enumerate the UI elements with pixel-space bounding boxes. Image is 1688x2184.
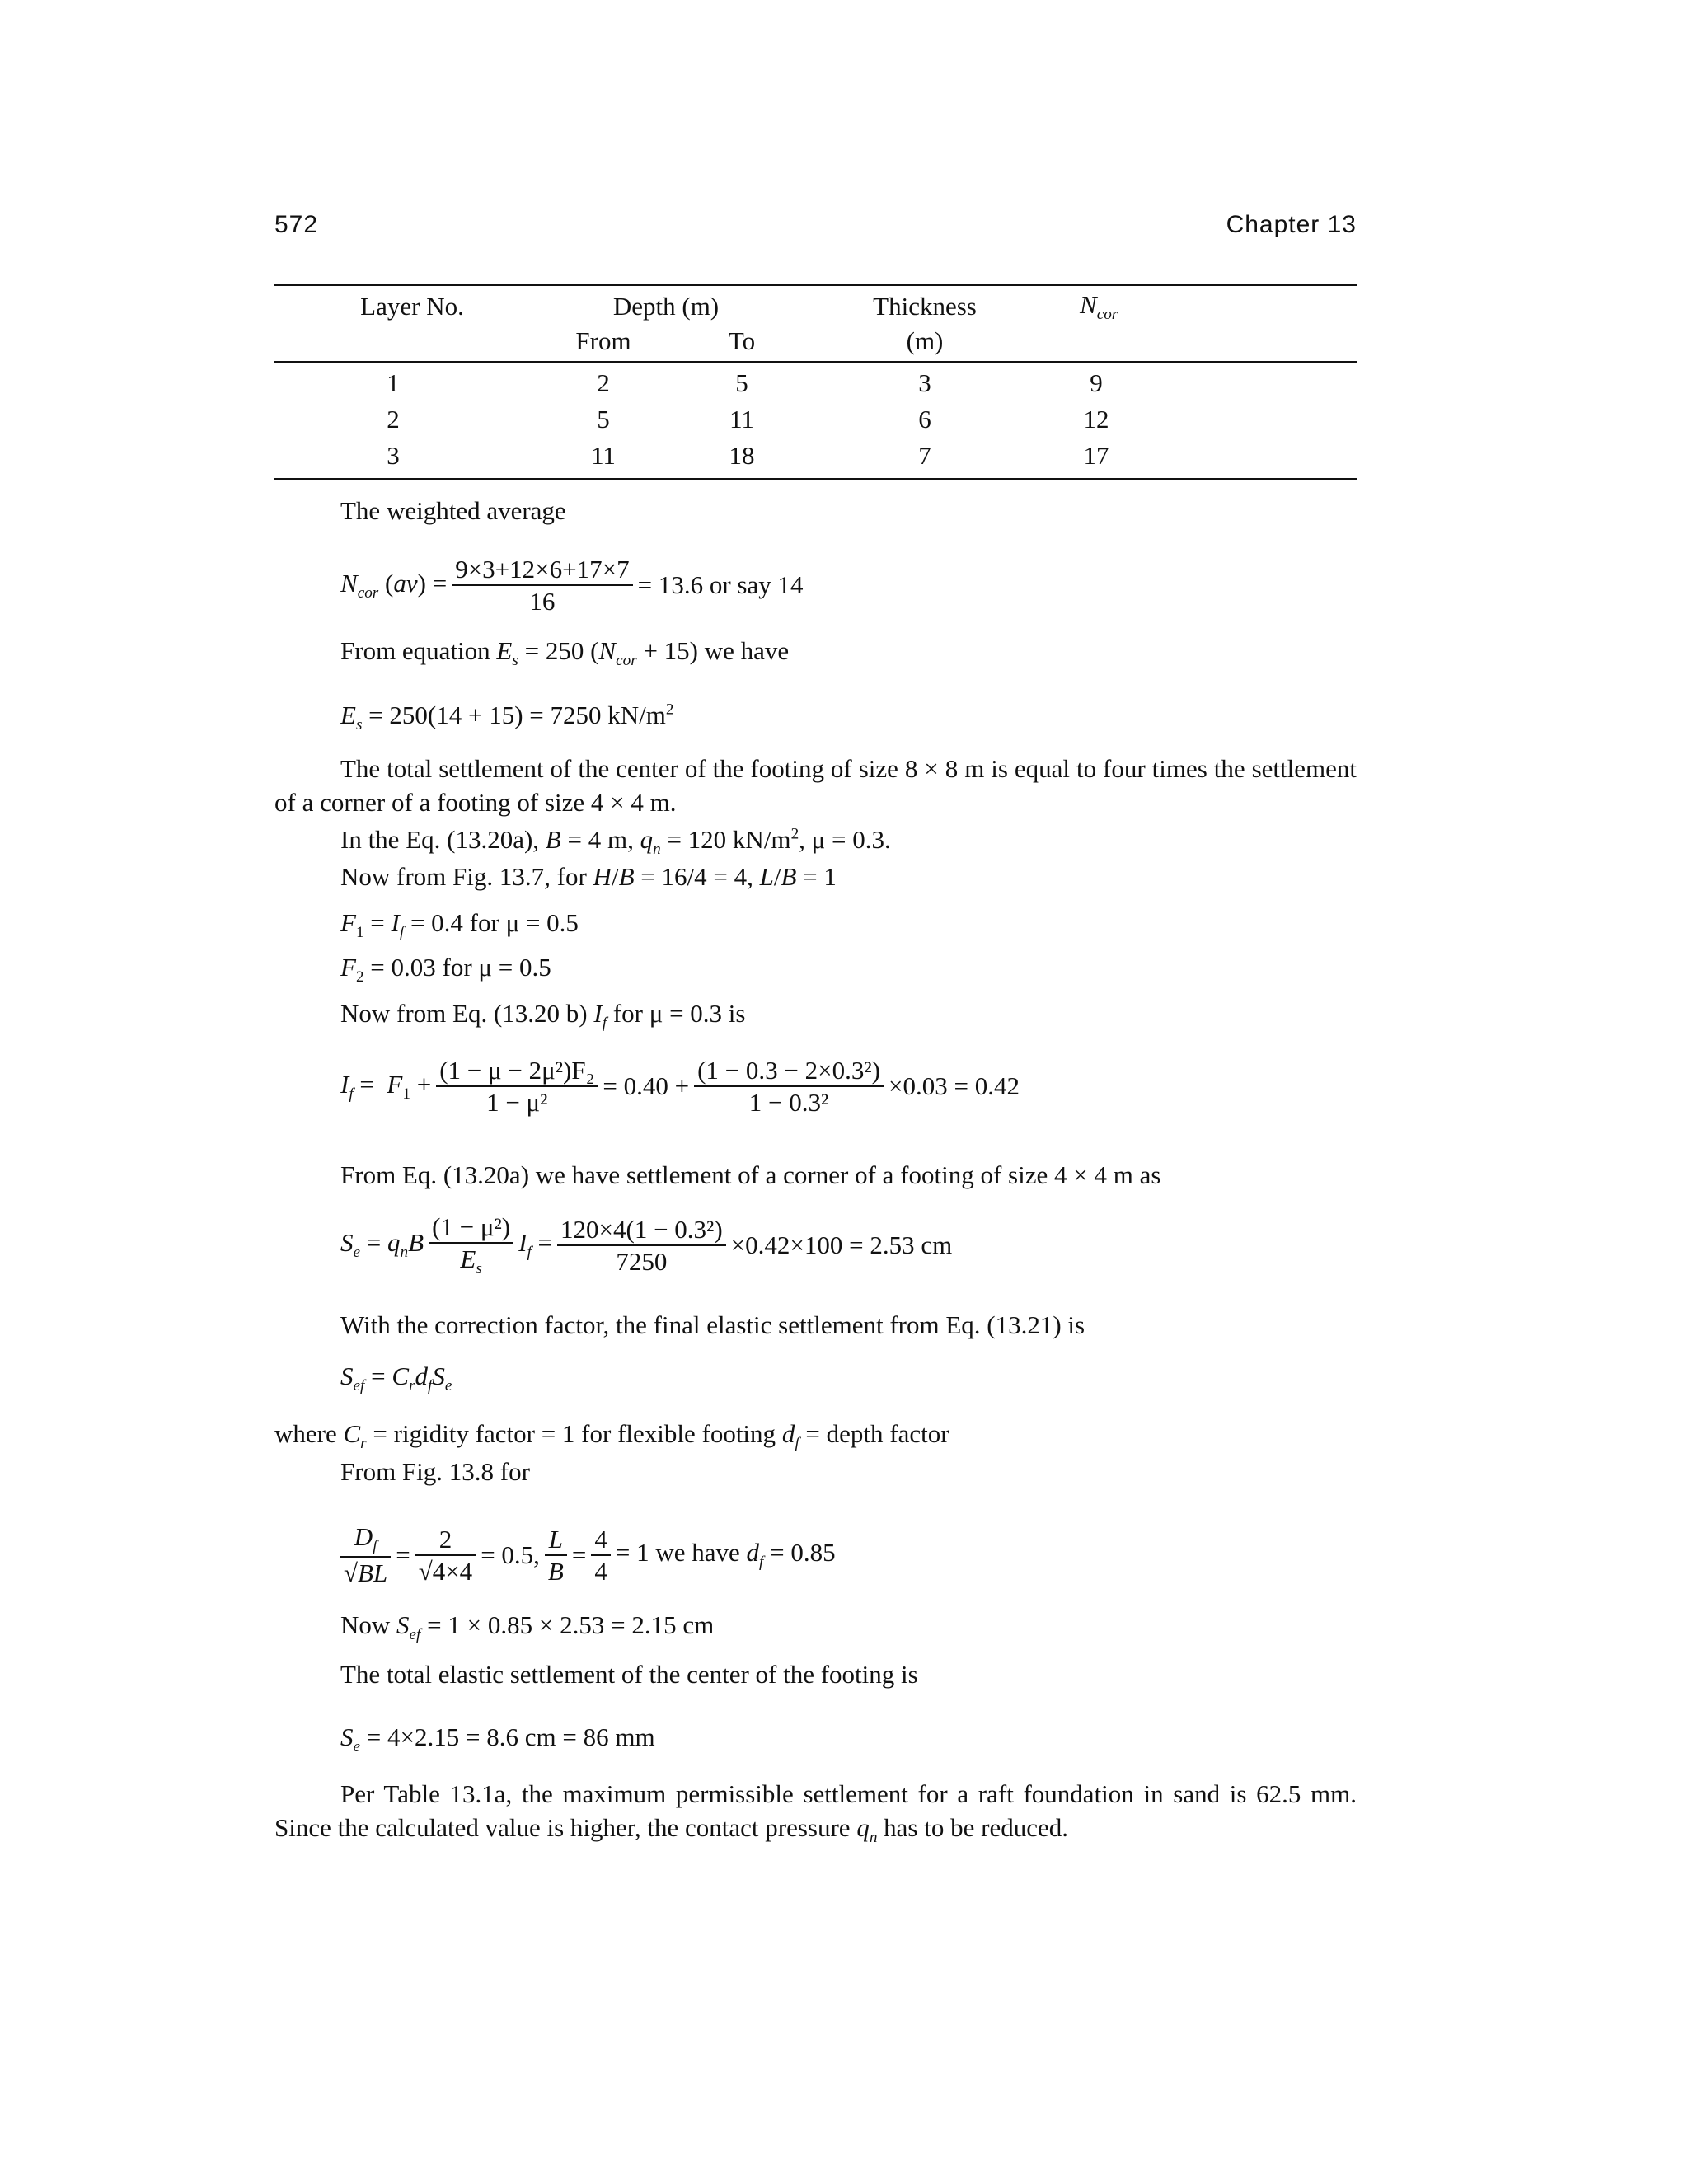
corner-settlement-intro: From Eq. (13.20a) we have settlement of a corner of a footing of size 4 × 4 m as <box>340 1160 1161 1189</box>
where-line: where $C_r$ = rigidity factor = 1 for flexible footing $d_f$ = depth factor <box>274 1419 950 1453</box>
total-elastic-line: The total elastic settlement of the center of the footing is <box>340 1660 918 1689</box>
table-header-depth: Depth (m) <box>612 292 720 321</box>
weighted-average-label: The weighted average <box>340 496 566 525</box>
fig-parameters-line: Now from Fig. 13.7, for H/B = 16/4 = 4, L/B = 1 <box>340 862 837 891</box>
table-header-thickness-unit: (m) <box>906 326 944 355</box>
correction-factor-line: With the correction factor, the final elastic settlement from Eq. (13.21) is <box>340 1310 1085 1339</box>
es-calculation: $E_s = 250(14 + 15) = 7250$ $kN/m^2$ <box>340 701 674 734</box>
f2-line: $F_2 = 0.03$ for μ = 0.5 <box>340 953 551 987</box>
depth-factor-equation: $\frac{D_f}{√BL}$ = $\frac{2}{√4\times 4}$ = 0.5, $\frac{L}{B}$ = $\frac{4}{4}$ = 1 we have $d_f = 0.85$ <box>340 1521 841 1588</box>
if-equation: $I_f = F_1$ + $\frac{\text{(1 − μ − 2μ²)F₂}}{\text{1 − μ²}}$ = 0.40 + $\frac{\text{(1 − 0.3 − 2×0.3²)}}{\text{1 − 0.3²}}$ ×0.03 = 0.42 <box>340 1056 1020 1118</box>
paragraph-conclusion: Per Table 13.1a, the maximum permissible settlement for a raft foundation in sand is 62.5 mm. Since the calculated value is higher, the contact pressure $q_n$ has to be reduced. <box>274 1779 1357 1847</box>
f1-line: $F_1 = I_f = 0.4$ for μ = 0.5 <box>340 908 579 942</box>
sef-formula: $S_{ef} = C_rd_fS_e$ <box>340 1361 452 1395</box>
se-equation: $S_e = q_nB$ $\frac{\text{(1 − μ²)}}{E_s}$ $I_f$ = $\frac{\text{120×4(1 − 0.3²)}}{7250}$ ×0.42×100 = 2.53 cm <box>340 1212 953 1278</box>
table-header-to: To <box>728 326 756 355</box>
table-header-ncor: $N_{cor}$ <box>1080 290 1118 324</box>
table-header-layer: Layer No. <box>360 292 464 321</box>
table-header-rule <box>274 361 1357 363</box>
table-bottom-rule <box>274 478 1357 480</box>
sef-result-line: Now $S_{ef} = 1 \times 0.85 \times 2.53 = 2.15$ cm <box>340 1610 715 1644</box>
es-equation-line: From equation $E_s = 250$ $(N_{cor} + 15)$ we have <box>340 636 790 670</box>
se-final: $S_e = 4\times 2.15 = 8.6$ cm = 86 mm <box>340 1722 655 1756</box>
table-header-thickness: Thickness <box>873 292 977 321</box>
ncor-average-equation: $N_{cor}$ (av) = $\frac{9\times 3+12\times 6+17\times 7}{16}$ = 13.6 or say 14 <box>340 555 804 616</box>
eq-parameters-line: In the Eq. (13.20a), B = 4 m, $q_n = 120$ $kN/m^2$, μ = 0.3. <box>340 825 891 859</box>
table-top-rule <box>274 284 1357 286</box>
paragraph-settlement: The total settlement of the center of the footing of size 8 × 8 m is equal to four times the settlement of a corner of a footing of size 4 × 4 m. <box>274 754 1357 817</box>
table-header-from: From <box>575 326 631 355</box>
if-intro-line: Now from Eq. (13.20 b) $I_f$ for μ = 0.3 is <box>340 999 746 1033</box>
fig-13-8-line: From Fig. 13.8 for <box>340 1457 530 1486</box>
chapter-heading: Chapter 13 <box>1226 211 1357 238</box>
page-number: 572 <box>274 211 319 238</box>
